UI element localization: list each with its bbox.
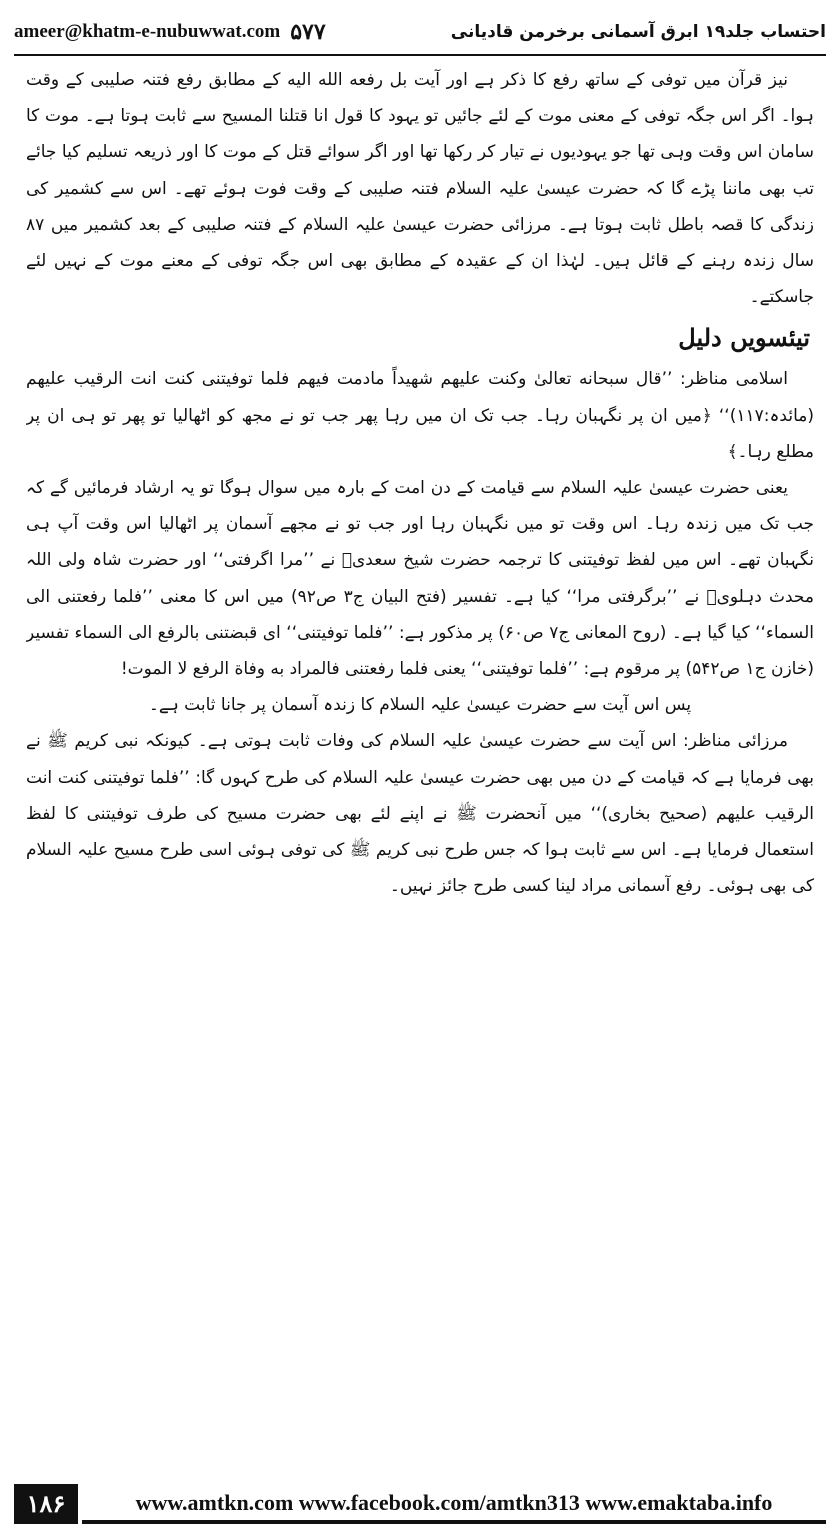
footer-page-number: ۱۸۶ (14, 1484, 78, 1524)
paragraph-5: مرزائی مناظر: اس آیت سے حضرت عیسیٰ علیہ السلام کی وفات ثابت ہوتی ہے۔ کیونکہ نبی کریم ﷺ نے بھی فرمایا ہے کہ قیامت کے دن میں بھی حضرت عیسیٰ علیہ السلام کی طرح کہوں گا: ’’فلما توفیتنی کنت انت الرقیب علیهم (صحیح بخاری)‘‘ میں آنحضرت ﷺ نے اپنے لئے بھی حضرت مسیح کی طرف توفیتنی کا لفظ استعمال فرمایا ہے۔ اس سے ثابت ہوا کہ جس طرح نبی کریم ﷺ کی توفی ہوئی اسی طرح مسیح علیہ السلام کی بھی ہوئی۔ رفع آسمانی مراد لینا کسی طرح جائز نہیں۔ (26, 731, 814, 897)
paragraph-1: نیز قرآن میں توفی کے ساتھ رفع کا ذکر ہے اور آیت بل رفعه الله الیه کے مطابق رفع فتنہ صلیبی کے وقت ہوا۔ اگر اس جگہ توفی کے معنی موت کے لئے جائیں تو یہود کا قول انا قتلنا المسیح سے ثابت ہوتا ہے۔ موت کا سامان اس وقت وہی تھا جو یہودیوں نے تیار کر رکھا تھا اور اگر سوائے قتل کے موت کا اور ذریعہ تسلیم کیا جائے تب بھی ماننا پڑے گا کہ حضرت عیسیٰ علیہ السلام فتنہ صلیبی کے وقت فوت ہوئے تھے۔ اس سے کشمیر کی زندگی کا قصہ باطل ثابت ہوتا ہے۔ مرزائی حضرت عیسیٰ علیہ السلام کے فتنہ صلیبی کے بعد کشمیر میں ۸۷ سال زندہ رہنے کے قائل ہیں۔ لہٰذا ان کے عقیدہ کے مطابق بھی اس جگہ توفی کے معنے موت کے نہیں لئے جاسکتے۔ (26, 70, 814, 308)
header-page-number: ۵۷۷ (290, 19, 326, 44)
paragraph-3: یعنی حضرت عیسیٰ علیہ السلام سے قیامت کے دن امت کے بارہ میں سوال ہوگا تو یہ ارشاد فرمائیں گے کہ جب تک میں زندہ رہا۔ اس وقت تو میں نگہبان رہا اور جب تو نے مجھے آسمان پر اٹھالیا اس وقت آپ ہی نگہبان تھے۔ اس میں لفظ توفیتنی کا ترجمہ حضرت شیخ سعدیؒ نے ’’مرا اگرفتی‘‘ اور حضرت شاہ ولی اللہ محدث دہلویؒ نے ’’برگرفتی مرا‘‘ کیا ہے۔ تفسیر (فتح البیان ج۳ ص۹۲) میں اس کا معنی ’’فلما رفعتنی الی السماء‘‘ کیا گیا ہے۔ (روح المعانی ج۷ ص۶۰) پر مذکور ہے: ’’فلما توفیتنی‘‘ ای قبضتنی بالرفع الی السماء تفسیر (خازن ج۱ ص۵۴۲) پر مرقوم ہے: ’’فلما توفیتنی‘‘ یعنی فلما رفعتنی فالمراد به وفاة الرفع لا الموت! (26, 478, 814, 680)
paragraph-2: اسلامی مناظر: ’’قال سبحانه تعالیٰ وکنت علیهم شهیداً مادمت فیهم فلما توفیتنی کنت انت الرقیب علیهم (مائدہ:۱۱۷)‘‘ ﴿میں ان پر نگہبان رہا۔ جب تک ان میں رہا پھر جب تو نے مجھ کو اٹھالیا تو پھر تو ہی ان پر مطلع رہا۔﴾ (26, 369, 814, 462)
running-title: احتساب جلد۱۹ ابرق آسمانی برخرمن قادیانی (450, 22, 826, 42)
header-rule (14, 54, 826, 56)
footer-links-bar (82, 1490, 826, 1524)
footer-links: www.amtkn.com www.facebook.com/amtkn313 www.emaktaba.info (135, 1490, 773, 1515)
header-email: ameer@khatm-e-nubuwwat.com (14, 21, 281, 42)
page-body (26, 62, 814, 1460)
page-footer (14, 1478, 826, 1524)
paragraph-4: پس اس آیت سے حضرت عیسیٰ علیہ السلام کا زندہ آسمان پر جانا ثابت ہے۔ (148, 695, 692, 716)
page-header (14, 14, 826, 50)
section-heading: تیئسویں دلیل (678, 323, 810, 353)
header-left (14, 19, 326, 45)
